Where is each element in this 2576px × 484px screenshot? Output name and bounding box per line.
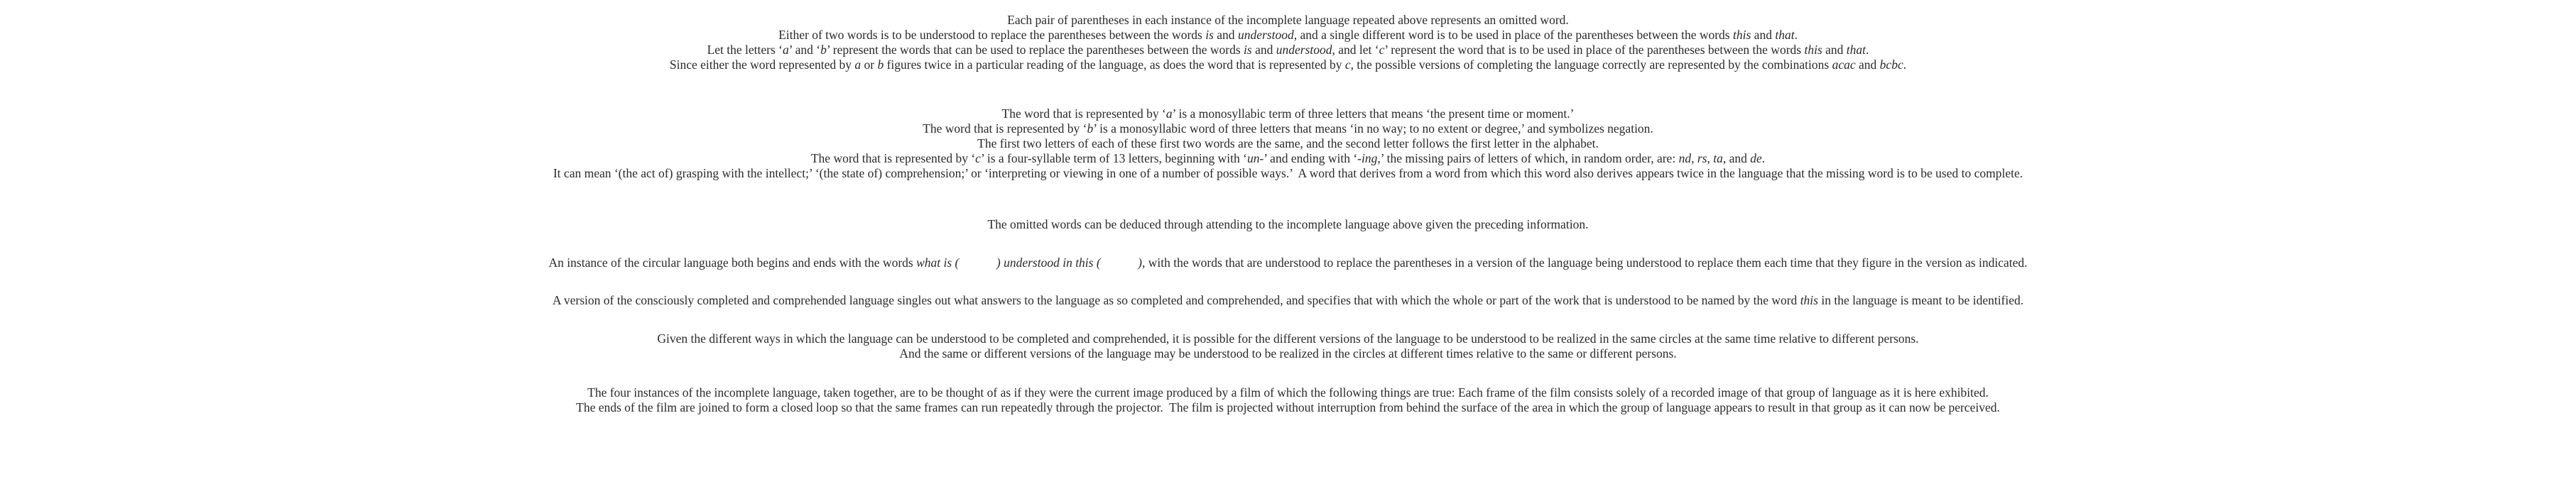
italic-term: rs bbox=[1697, 151, 1707, 165]
paragraph-circular-language bbox=[0, 255, 2576, 270]
text-run: ’ is a monosyllabic word of three letters that means ‘in no way; to no extent or degree,’ and symbolizes negation. bbox=[1093, 121, 1653, 136]
text-run: The ends of the film are joined to form a closed loop so that the same frames can run repeatedly through the projector. The film is projected without interruption from behind the surface of the area in which the group of language appears to result in that group as it can now be perceived. bbox=[576, 400, 2000, 414]
italic-term: c bbox=[1379, 43, 1385, 57]
italic-term: de bbox=[1750, 151, 1762, 165]
text-line bbox=[0, 217, 2576, 232]
text-run: in the language is meant to be identified. bbox=[1817, 293, 2024, 307]
text-run: , with the words that are understood to replace the parentheses in a version of the language being understood to replace them each time that they figure in the version as indicated. bbox=[1142, 255, 2028, 270]
text-line bbox=[0, 106, 2576, 121]
italic-term: is bbox=[1205, 28, 1214, 42]
italic-term: a bbox=[854, 57, 862, 72]
text-run: ’ is a monosyllabic term of three letters that means ‘the present time or moment.’ bbox=[1172, 106, 1575, 121]
text-run: The omitted words can be deduced through attending to the incomplete language above given the preceding information. bbox=[987, 217, 1589, 231]
italic-term: is bbox=[1244, 43, 1252, 57]
text-run: . bbox=[1794, 28, 1798, 42]
text-line bbox=[0, 293, 2576, 308]
text-run: And the same or different versions of the language may be understood to be realized in the circles at different times relative to the same or different persons. bbox=[899, 346, 1677, 361]
text-run: , bbox=[1691, 151, 1697, 165]
text-line bbox=[0, 385, 2576, 400]
text-line bbox=[0, 331, 2576, 346]
text-run: It can mean ‘(the act of) grasping with the intellect;’ ‘(the state of) comprehension;’ or ‘interpreting or viewing in one of a number of possible ways.’ A word that derives from a word from which this word also derives appears twice in the language that the missing word is to be used to complete. bbox=[553, 166, 2023, 180]
text-run: The first two letters of each of these first two words are the same, and the second letter follows the first letter in the alphabet. bbox=[977, 136, 1599, 150]
italic-term: that bbox=[1846, 43, 1866, 57]
italic-term: nd bbox=[1678, 151, 1692, 165]
text-run: and bbox=[1822, 43, 1847, 57]
text-run: . bbox=[1761, 151, 1766, 165]
text-run: and bbox=[1855, 57, 1880, 72]
italic-term: this bbox=[1804, 43, 1822, 57]
paragraph-completed-version bbox=[0, 293, 2576, 308]
text-run: and bbox=[1251, 43, 1276, 57]
text-line bbox=[0, 43, 2576, 57]
italic-term: what is ( ) understood in this ( ) bbox=[916, 255, 1143, 270]
text-run: An instance of the circular language both begins and ends with the words bbox=[548, 255, 917, 270]
text-run: Since either the word represented by bbox=[669, 57, 855, 72]
text-line bbox=[0, 57, 2576, 72]
text-run: Let the letters ‘ bbox=[707, 43, 783, 57]
text-run: ’ and ending with ‘ bbox=[1263, 151, 1358, 165]
italic-term: b bbox=[820, 43, 827, 57]
italic-term: un- bbox=[1246, 151, 1264, 165]
text-run: and bbox=[1213, 28, 1238, 42]
text-line bbox=[0, 346, 2576, 361]
italic-term: a bbox=[1165, 106, 1173, 121]
italic-term: bcbc bbox=[1879, 57, 1903, 72]
italic-term: c bbox=[975, 151, 981, 165]
text-run: Either of two words is to be understood to replace the parentheses between the words bbox=[778, 28, 1206, 42]
italic-term: -ing bbox=[1357, 151, 1378, 165]
text-run: , bbox=[1707, 151, 1714, 165]
text-run: ’ is a four-syllable term of 13 letters, beginning with ‘ bbox=[980, 151, 1247, 165]
italic-term: a bbox=[783, 43, 789, 57]
italic-term: this bbox=[1733, 28, 1751, 42]
text-run: , and a single different word is to be used in place of the parentheses between the words bbox=[1293, 28, 1733, 42]
text-run: A version of the consciously completed and comprehended language singles out what answers to the language as so completed and comprehended, and specifies that with which the whole or part of the work that is understood to be named by the word bbox=[552, 293, 1800, 307]
text-run: Given the different ways in which the language can be understood to be completed and comprehended, it is possible for the different versions of the language to be understood to be realized in the same circles at the same time relative to different persons. bbox=[657, 331, 1919, 346]
italic-term: understood bbox=[1276, 43, 1332, 57]
text-line bbox=[0, 136, 2576, 151]
text-run: figures twice in a particular reading of the language, as does the word that is represented by bbox=[884, 57, 1345, 72]
text-line bbox=[0, 28, 2576, 43]
italic-term: c bbox=[1344, 57, 1351, 72]
italic-term: b bbox=[877, 57, 884, 72]
text-line bbox=[0, 121, 2576, 136]
paragraph-deduction-note bbox=[0, 217, 2576, 232]
paragraph-word-definitions bbox=[0, 106, 2576, 181]
text-run: and bbox=[1751, 28, 1776, 42]
text-run: The word that is represented by ‘ bbox=[810, 151, 976, 165]
paragraph-different-versions bbox=[0, 331, 2576, 361]
text-run: ’ represent the word that is to be used in place of the parentheses between the words bbox=[1384, 43, 1805, 57]
text-run: The four instances of the incomplete language, taken together, are to be thought of as if they were the current image produced by a film of which the following things are true: Each frame of the film consists solely of a recorded image of that group of language as it is here exhibited. bbox=[587, 385, 1989, 400]
paragraph-omitted-words-rules bbox=[0, 13, 2576, 72]
italic-term: understood bbox=[1237, 28, 1294, 42]
italic-term: b bbox=[1087, 121, 1094, 136]
text-run: , the possible versions of completing the language correctly are represented by the combinations bbox=[1350, 57, 1832, 72]
text-run: or bbox=[861, 57, 878, 72]
text-line bbox=[0, 400, 2576, 415]
text-run: ’ represent the words that can be used to replace the parentheses between the words bbox=[826, 43, 1244, 57]
text-run: . bbox=[1903, 57, 1907, 72]
text-line bbox=[0, 13, 2576, 28]
text-run: The word that is represented by ‘ bbox=[1001, 106, 1166, 121]
text-run: , and let ‘ bbox=[1332, 43, 1379, 57]
italic-term: this bbox=[1800, 293, 1818, 307]
text-run: The word that is represented by ‘ bbox=[923, 121, 1087, 136]
text-run: , and bbox=[1722, 151, 1751, 165]
italic-term: acac bbox=[1832, 57, 1856, 72]
text-run: Each pair of parentheses in each instance of the incomplete language repeated above represents an omitted word. bbox=[1007, 13, 1569, 27]
text-run: ,’ the missing pairs of letters of which, in random order, are: bbox=[1377, 151, 1679, 165]
italic-term: that bbox=[1775, 28, 1795, 42]
text-line bbox=[0, 166, 2576, 181]
text-line bbox=[0, 255, 2576, 270]
text-run: . bbox=[1866, 43, 1869, 57]
text-run: ’ and ‘ bbox=[788, 43, 821, 57]
paragraph-film-loop bbox=[0, 385, 2576, 415]
italic-term: ta bbox=[1713, 151, 1723, 165]
text-line bbox=[0, 151, 2576, 166]
